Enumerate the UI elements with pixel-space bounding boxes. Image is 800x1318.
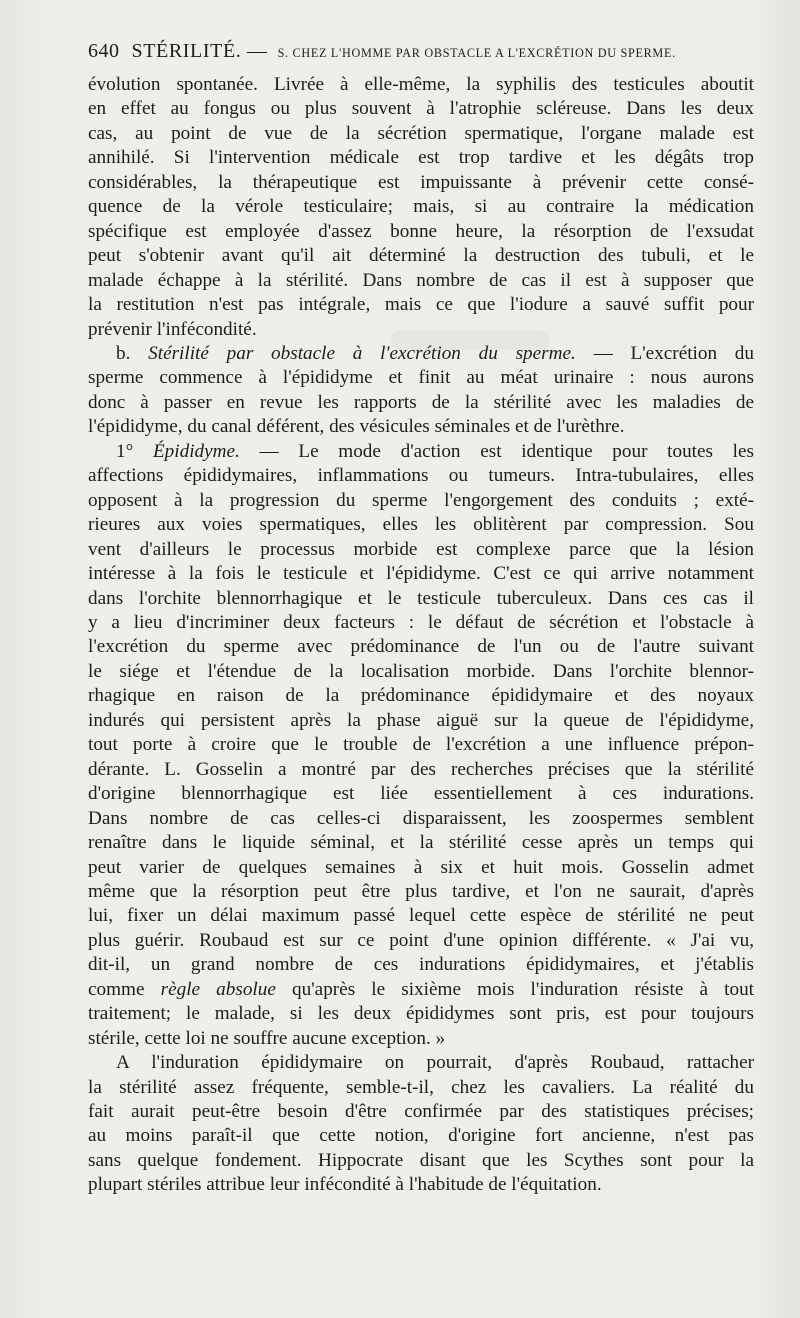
text-line: même que la résorption peut être plus tardive, et l'on ne saurait, d'après	[88, 880, 754, 902]
line-segment: b.	[116, 342, 149, 364]
text-line: tout porte à croire que le trouble de l'excrétion a une influence prépon-	[88, 734, 754, 756]
text-line: quence de la vérole testiculaire; mais, si au contraire la médication	[88, 196, 754, 218]
text-line	[88, 978, 754, 1002]
text-line: renaître dans le liquide séminal, et la stérilité cesse après un temps qui	[88, 832, 754, 854]
text-line: d'origine blennorrhagique est liée essentiellement à ces indurations.	[88, 783, 754, 805]
text-line: annihilé. Si l'intervention médicale est trop tardive et les dégâts trop	[88, 147, 754, 169]
text-line: malade échappe à la stérilité. Dans nombre de cas il est à supposer que	[88, 269, 754, 291]
text-line: rieures aux voies spermatiques, elles les oblitèrent par compression. Sou	[88, 514, 754, 536]
text-line: sans quelque fondement. Hippocrate disant que les Scythes sont pour la	[88, 1149, 754, 1171]
text-line: dit-il, un grand nombre de ces indurations épididymaires, et j'établis	[88, 954, 754, 976]
text-line: sperme commence à l'épididyme et finit au méat urinaire : nous aurons	[88, 367, 754, 389]
text-line: dans l'orchite blennorrhagique et le testicule tuberculeux. Dans ces cas il	[88, 587, 754, 609]
text-line: plupart stériles attribue leur infécondité à l'habitude de l'équitation.	[88, 1174, 602, 1196]
text-line: rhagique en raison de la prédominance épididymaire et des noyaux	[88, 685, 754, 707]
text-line: l'excrétion du sperme avec prédominance de l'un ou de l'autre suivant	[88, 636, 754, 658]
text-line: Dans nombre de cas celles-ci disparaissent, les zoospermes semblent	[88, 807, 754, 829]
italic-phrase: Stérilité par obstacle à l'excrétion du sperme.	[148, 342, 576, 364]
page-number: 640	[88, 40, 120, 62]
italic-phrase: règle absolue	[160, 978, 276, 1000]
text-line: opposent à la progression du sperme l'engorgement des conduits ; exté-	[88, 489, 754, 511]
text-line: peut varier de quelques semaines à six et huit mois. Gosselin admet	[88, 856, 754, 878]
line-segment: 1°	[116, 440, 153, 462]
text-line: fait aurait peut-être besoin d'être confirmée par des statistiques précises;	[88, 1101, 754, 1123]
text-line: évolution spontanée. Livrée à elle-même, la syphilis des testicules aboutit	[88, 74, 754, 95]
text-line: peut s'obtenir avant qu'il ait déterminé la destruction des tubuli, et le	[88, 245, 754, 267]
text-line: A l'induration épididymaire on pourrait, d'après Roubaud, rattacher	[116, 1052, 754, 1074]
italic-phrase: Épididyme.	[152, 440, 240, 462]
text-line: affections épididymaires, inflammations ou tumeurs. Intra-tubulaires, elles	[88, 465, 754, 487]
text-line	[88, 342, 754, 366]
text-line: l'épididyme, du canal déférent, des vésicules séminales et de l'urèthre.	[88, 416, 625, 438]
line-segment: — L'excrétion du	[575, 342, 754, 364]
running-subtitle: S. CHEZ L'HOMME PAR OBSTACLE A L'EXCRÉTION DU SPERME.	[277, 46, 676, 60]
text-line: en effet au fongus ou plus souvent à l'atrophie scléreuse. Dans les deux	[88, 98, 754, 120]
text-line: la stérilité assez fréquente, semble-t-il, chez les cavaliers. La réalité du	[88, 1076, 754, 1098]
body-text	[88, 73, 754, 1198]
line-segment: qu'après le sixième mois l'induration résiste à tout	[275, 978, 755, 1000]
text-line: intéresse à la fois le testicule et l'épididyme. C'est ce qui arrive notamment	[88, 563, 754, 585]
text-line: le siége et l'étendue de la localisation morbide. Dans l'orchite blennor-	[88, 660, 754, 682]
line-segment: comme	[88, 978, 161, 1000]
text-line: stérile, cette loi ne souffre aucune exception. »	[88, 1027, 446, 1049]
text-line: cas, au point de vue de la sécrétion spermatique, l'organe malade est	[88, 122, 754, 144]
text-line: dérante. L. Gosselin a montré par des recherches précises que la stérilité	[88, 758, 754, 780]
text-line: la restitution n'est pas intégrale, mais ce que l'iodure a sauvé suffit pour	[88, 294, 754, 316]
text-line: au moins paraît-il que cette notion, d'origine fort ancienne, n'est pas	[88, 1125, 754, 1147]
text-line: lui, fixer un délai maximum passé lequel cette espèce de stérilité ne peut	[88, 905, 754, 927]
text-line: traitement; le malade, si les deux épididymes sont pris, est pour toujours	[88, 1003, 754, 1025]
text-line: vent d'ailleurs le processus morbide est complexe parce que la lésion	[88, 538, 754, 560]
line-segment: — Le mode d'action est identique pour toutes les	[239, 440, 754, 462]
text-line: prévenir l'infécondité.	[88, 318, 257, 340]
text-line: donc à passer en revue les rapports de la stérilité avec les maladies de	[88, 391, 754, 413]
text-line: indurés qui persistent après la phase aiguë sur la queue de l'épididyme,	[88, 709, 754, 731]
text-line: plus guérir. Roubaud est sur ce point d'une opinion différente. « J'ai vu,	[88, 929, 754, 951]
text-line: considérables, la thérapeutique est impuissante à prévenir cette consé-	[88, 171, 754, 193]
running-header	[88, 40, 754, 70]
text-line: spécifique est employée d'assez bonne heure, la résorption de l'exsudat	[88, 220, 754, 242]
text-line	[88, 440, 754, 464]
text-line: y a lieu d'incriminer deux facteurs : le défaut de sécrétion et l'obstacle à	[88, 611, 754, 633]
running-title: STÉRILITÉ. —	[131, 40, 268, 62]
